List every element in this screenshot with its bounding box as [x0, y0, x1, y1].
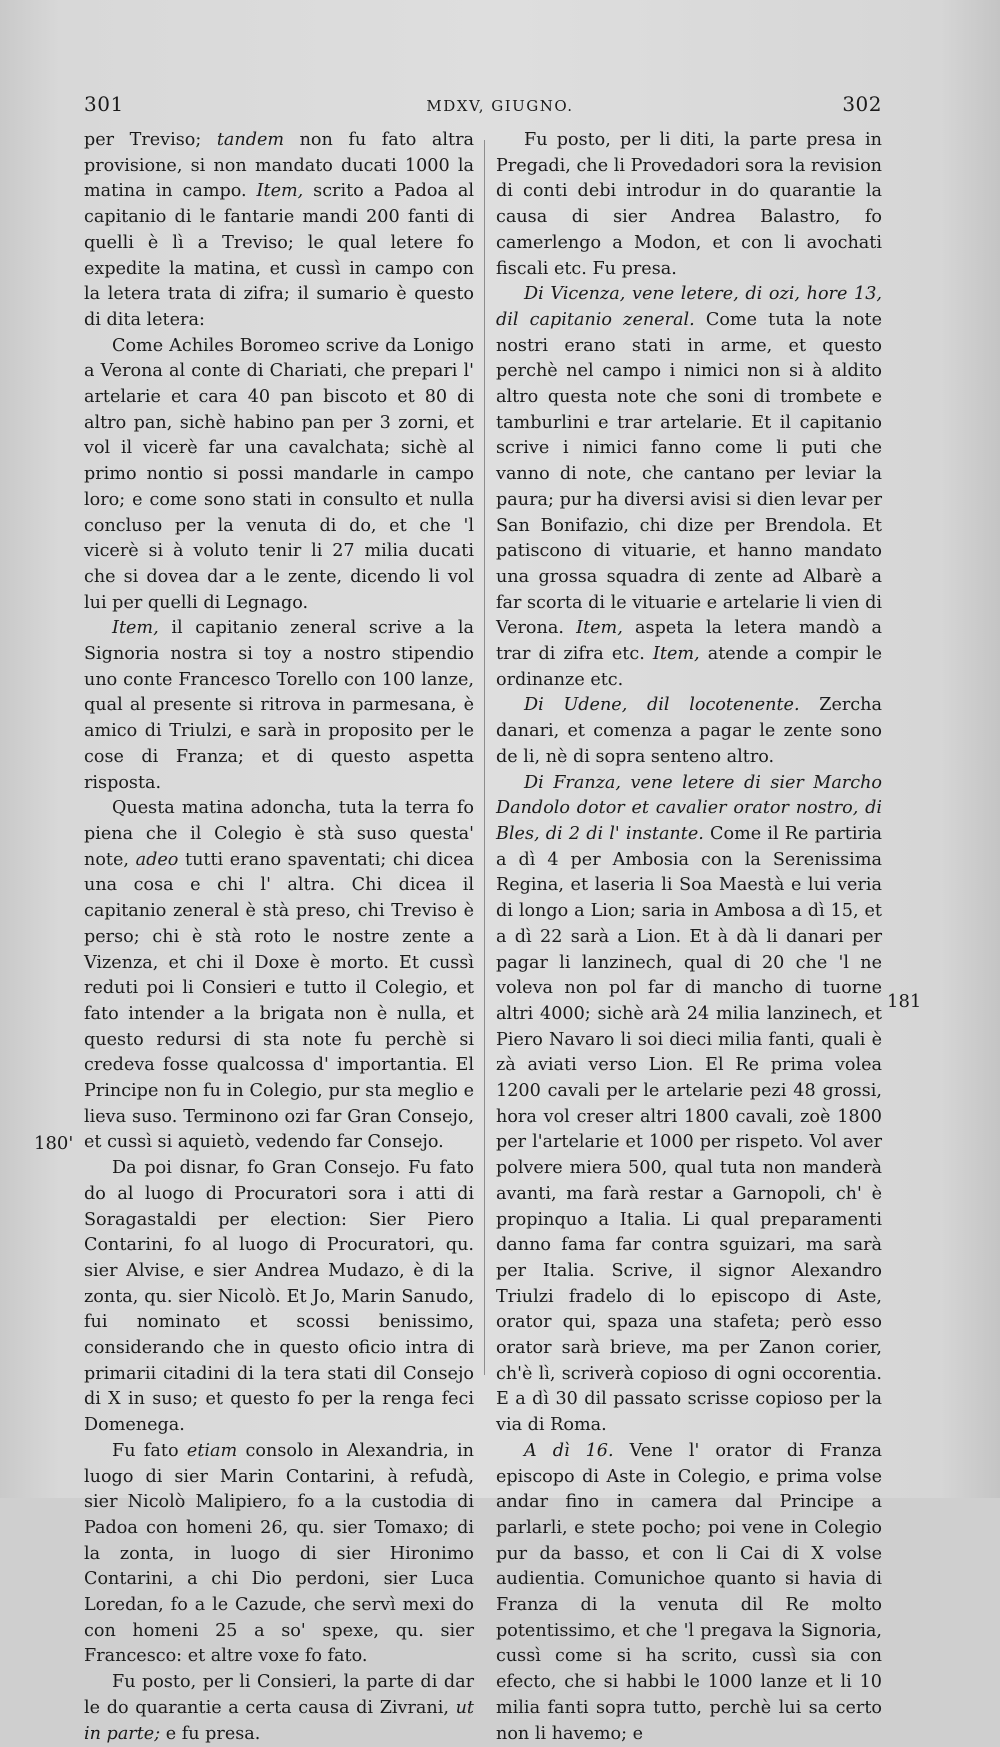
italic-text: Di Franza, vene letere di sier Marcho Dandolo dotor et cavalier orator nostro, di Bles, di 2 di l' instante.	[496, 772, 882, 844]
paragraph	[496, 771, 882, 1439]
text-run: per Treviso;	[84, 130, 217, 150]
text-run: e fu presa.	[160, 1723, 261, 1744]
text-run: Fu posto, per li Consieri, la parte di dar le do quarantie a certa causa di Zivrani,	[84, 1672, 474, 1718]
paragraph	[84, 1670, 474, 1747]
text-run: atende a compir le ordinanze etc.	[496, 644, 882, 690]
text-run: Come il Re partiria a dì 4 per Ambosia con la Serenissima Regina, et laseria li Soa Maestà e lui veria di longo a Lion; saria in Ambosa a dì 15, et a dì 22 sarà a Lion. Et à dà li danari per pagar li lanzinech, qual di 20 che 'l ne voleva non pol far di mancho di tuorne altri 4000; sichè arà 24 milia lanzinech, et Piero Navaro li soi dieci milia fanti, quali è zà aviati verso Lion. El Re prima volea 1200 cavali per le artelarie pezi 48 grossi, hora vol creser altri 1800 cavali, zoè 1800 per l'artelarie et 1000 per rispeto. Vol aver polvere miera 500, qual tuta non manderà avanti, ma farà restar a Garnopoli, ch' è propinquo a Italia. Li qual preparamenti danno fama far contra sguizari, ma sarà per Italia. Scrive, il signor Alexandro Triulzi fradelo di lo episcopo di Aste, orator qui, spaza una stafeta; però esso orator sarà brieve, ma per Zanon corier, ch'è lì, scriverà copioso di ogni occorentia. E a dì 30 dil passato scrisse copioso per la via di Roma.	[496, 823, 882, 1436]
italic-text: Di Vicenza, vene letere, di ozi, hore 13, dil capitanio zeneral.	[496, 284, 882, 330]
text-run: consolo in Alexandria, in luogo di sier Marin Contarini, à refudà, sier Nicolò Malipiero, fo a la custodia di Padoa con homeni 26, qu. sier Tomaxo; di la zonta, in luogo di sier Hironimo Contarini, a chi Dio perdoni, sier Luca Loredan, fo a le Cazude, che servì mexi do con homeni 25 a so' spexe, qu. sier Francesco: et altre voxe fo fato.	[84, 1440, 474, 1667]
paragraph	[84, 616, 474, 796]
paragraph	[84, 1439, 474, 1670]
paragraph	[496, 693, 882, 770]
paragraph	[496, 1439, 882, 1747]
running-title: MDXV, GIUGNO.	[426, 97, 574, 115]
text-run: Come Achiles Boromeo scrive da Lonigo a Verona al conte di Chariati, che prepari l' artelarie et cara 40 pan biscoto et 80 di altro pan, sichè habino pan per 3 zorni, et vol il vicerè far una cavalchata; sichè al primo nontio si possi mandarle in campo loro; e come sono stati in consulto et nulla concluso per la venuta di do, et che 'l vicerè si à voluto tenir li 27 milia ducati che si dovea dar a le zente, dicendo li vol lui per quelli di Legnago.	[84, 335, 474, 613]
paragraph	[84, 796, 474, 1156]
text-run: Fu fato	[112, 1440, 187, 1461]
text-run: Zercha danari, et comenza a pagar le zente sono de li, nè di sopra senteno altro.	[496, 695, 882, 767]
page-number-right: 302	[842, 92, 882, 116]
italic-text: adeo	[135, 849, 179, 870]
italic-text: A dì 16.	[524, 1440, 614, 1461]
italic-text: Item,	[576, 618, 623, 639]
italic-text: Item,	[112, 618, 159, 639]
margin-note-left: 180'	[34, 1133, 74, 1154]
page-number-left: 301	[84, 92, 124, 116]
paragraph	[496, 128, 882, 282]
text-run: Come tuta la note nostri erano stati in arme, et questo perchè nel campo i nimici non si à aldito altro questa note che soni di trombete e tamburlini e trar artelarie. Et il capitanio scrive i nimici fanno come li puti che vanno di note, che cantano per leviar la paura; pur ha diversi avisi si dien levar per San Bonifazio, chi dize per Brendola. Et patiscono di vituarie, et hanno mandato una grossa squadra di zente ad Albarè a far scorta di le vituarie e artelarie li vien di Verona.	[496, 309, 882, 639]
text-run: tutti erano spaventati; chi dicea una cosa e chi l' altra. Chi dicea il capitanio zeneral è stà preso, chi Treviso è perso; chi è stà roto le nostre zente a Vizenza, et chi il Doxe è morto. Et cussì reduti poi li Consieri e tutto il Colegio, et fato intender a la brigata non è nulla, et questo redursi di sta note fu perchè si credeva fosse qualcossa d' importantia. El Principe non fu in Colegio, pur sta meglio e lieva suso. Terminono ozi far Gran Consejo, et cussì si aquietò, vedendo far Consejo.	[84, 849, 475, 1153]
left-column	[84, 128, 474, 1747]
italic-text: Di Udene, dil locotenente.	[524, 695, 800, 716]
text-run: Vene l' orator di Franza episcopo di Aste in Colegio, e prima volse andar fino in camera dal Principe a parlarli, e stete pocho; poi vene in Colegio pur da basso, et con li Cai di X volse audientia. Comunichoe quanto si havia di Franza di la venuta dil Re molto potentissimo, et che 'l pregava la Signoria, cussì come si ha scrito, cussì sia con efecto, che si habbi le 1000 lanze et li 10 milia fanti sopra tutto, perchè lui sa certo non li havemo; e	[496, 1440, 882, 1744]
italic-text: Item,	[652, 644, 700, 665]
column-divider	[484, 140, 485, 1375]
text-run: Questa matina adoncha, tuta la terra fo piena che il Colegio è stà suso questa' note,	[84, 798, 474, 870]
italic-text: tandem	[216, 130, 285, 150]
italic-text: ut in parte;	[84, 1697, 474, 1744]
paragraph	[84, 128, 474, 334]
paragraph	[84, 334, 474, 617]
italic-text: Item,	[256, 181, 304, 202]
italic-text: etiam	[186, 1440, 238, 1461]
text-run: scrito a Padoa al capitanio di le fantarie mandi 200 fanti di quelli è lì a Treviso; le qual letere fo expedite la matina, et cussì in campo con la letera trata di zifra; il sumario è questo di dita letera:	[84, 181, 474, 330]
text-run: Da poi disnar, fo Gran Consejo. Fu fato do al luogo di Procuratori sora i atti di Soragastaldi per election: Sier Piero Contarini, fo al luogo di Procuratori, qu. sier Alvise, e sier Andrea Mudazo, è di la zonta, qu. sier Nicolò. Et Jo, Marin Sanudo, fui nominato et scossi benissimo, considerando che in questo oficio intra di primarii citadini di la tera stati dil Consejo di X in suso; et questo fo per la renga feci Domenega.	[84, 1158, 474, 1436]
paragraph	[84, 1156, 474, 1439]
margin-note-right: 181	[887, 991, 922, 1012]
text-run: Fu posto, per li diti, la parte presa in Pregadi, che li Provedadori sora la revision di conti debi introdur in do quarantie la causa di sier Andrea Balastro, fo camerlengo a Modon, et con li avochati fiscali etc. Fu presa.	[496, 130, 882, 279]
text-run: aspeta la letera mandò a trar di zifra etc.	[496, 618, 882, 665]
right-column	[496, 128, 882, 1747]
text-run: non fu fato altra provisione, si non mandato ducati 1000 la matina in campo.	[84, 130, 474, 202]
text-run: il capitanio zeneral scrive a la Signoria nostra si toy a nostro stipendio uno conte Francesco Torello con 100 lanze, qual al presente si ritrova in parmesana, è amico di Triulzi, e sarà in proposito per le cose di Franza; et di questo aspetta risposta.	[84, 618, 474, 793]
paragraph	[496, 282, 882, 693]
